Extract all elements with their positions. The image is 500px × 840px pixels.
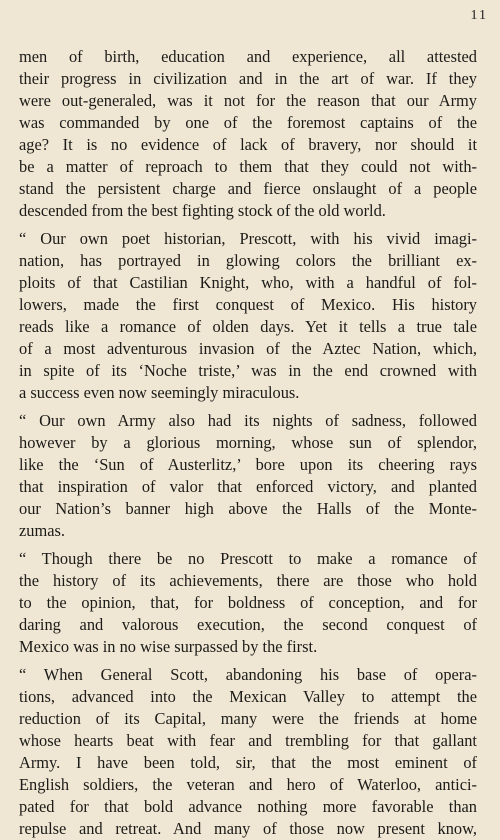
- text-line: were out-generaled, was it not for the reason that our Army: [19, 91, 477, 110]
- text-line: nation, has portrayed in glowing colors the brilliant ex-: [19, 251, 477, 270]
- text-line: English soldiers, the veteran and hero of Waterloo, antici-: [19, 775, 477, 794]
- text-line: descended from the best fighting stock of the old world.: [19, 201, 386, 220]
- text-line: reads like a romance of olden days. Yet it tells a true tale: [19, 317, 477, 336]
- text-line: of a most adventurous invasion of the Aztec Nation, which,: [19, 339, 477, 358]
- paragraph-4: [19, 548, 477, 658]
- text-line: tions, advanced into the Mexican Valley to attempt the: [19, 687, 477, 706]
- text-line: whose hearts beat with fear and trembling for that gallant: [19, 731, 477, 750]
- text-line: zumas.: [19, 521, 65, 540]
- text-line: reduction of its Capital, many were the friends at home: [19, 709, 477, 728]
- text-line: ploits of that Castilian Knight, who, with a handful of fol-: [19, 273, 477, 292]
- text-line: that inspiration of valor that enforced victory, and planted: [19, 477, 477, 496]
- text-line: age? It is no evidence of lack of bravery, nor should it: [19, 135, 477, 154]
- paragraph-1: [19, 46, 477, 222]
- text-line: be a matter of reproach to them that they could not with-: [19, 157, 477, 176]
- text-line: in spite of its ‘Noche triste,’ was in the end crowned with: [19, 361, 477, 380]
- text-line: however by a glorious morning, whose sun of splendor,: [19, 433, 477, 452]
- text-line: like the ‘Sun of Austerlitz,’ bore upon its cheering rays: [19, 455, 477, 474]
- text-line: repulse and retreat. And many of those now present know,: [19, 819, 477, 838]
- text-line: Mexico was in no wise surpassed by the first.: [19, 637, 318, 656]
- text-line: pated for that bold advance nothing more favorable than: [19, 797, 477, 816]
- text-line: to the opinion, that, for boldness of conception, and for: [19, 593, 477, 612]
- text-line: men of birth, education and experience, all attested: [19, 47, 477, 66]
- body-text: [19, 46, 477, 840]
- paragraph-2: [19, 228, 477, 404]
- text-line: “ Our own poet historian, Prescott, with his vivid imagi-: [19, 229, 477, 248]
- text-line: was commanded by one of the foremost captains of the: [19, 113, 477, 132]
- text-line: lowers, made the first conquest of Mexico. His history: [19, 295, 477, 314]
- text-line: “ When General Scott, abandoning his base of opera-: [19, 665, 477, 684]
- text-line: “ Though there be no Prescott to make a romance of: [19, 549, 477, 568]
- paragraph-5: [19, 664, 477, 840]
- text-line: “ Our own Army also had its nights of sadness, followed: [19, 411, 477, 430]
- text-line: daring and valorous execution, the second conquest of: [19, 615, 477, 634]
- text-line: a success even now seemingly miraculous.: [19, 383, 300, 402]
- text-line: stand the persistent charge and fierce onslaught of a people: [19, 179, 477, 198]
- text-line: their progress in civilization and in the art of war. If they: [19, 69, 477, 88]
- page-number: 11: [470, 8, 488, 23]
- paragraph-3: [19, 410, 477, 542]
- text-line: the history of its achievements, there are those who hold: [19, 571, 477, 590]
- text-line: our Nation’s banner high above the Halls of the Monte-: [19, 499, 477, 518]
- text-line: Army. I have been told, sir, that the most eminent of: [19, 753, 477, 772]
